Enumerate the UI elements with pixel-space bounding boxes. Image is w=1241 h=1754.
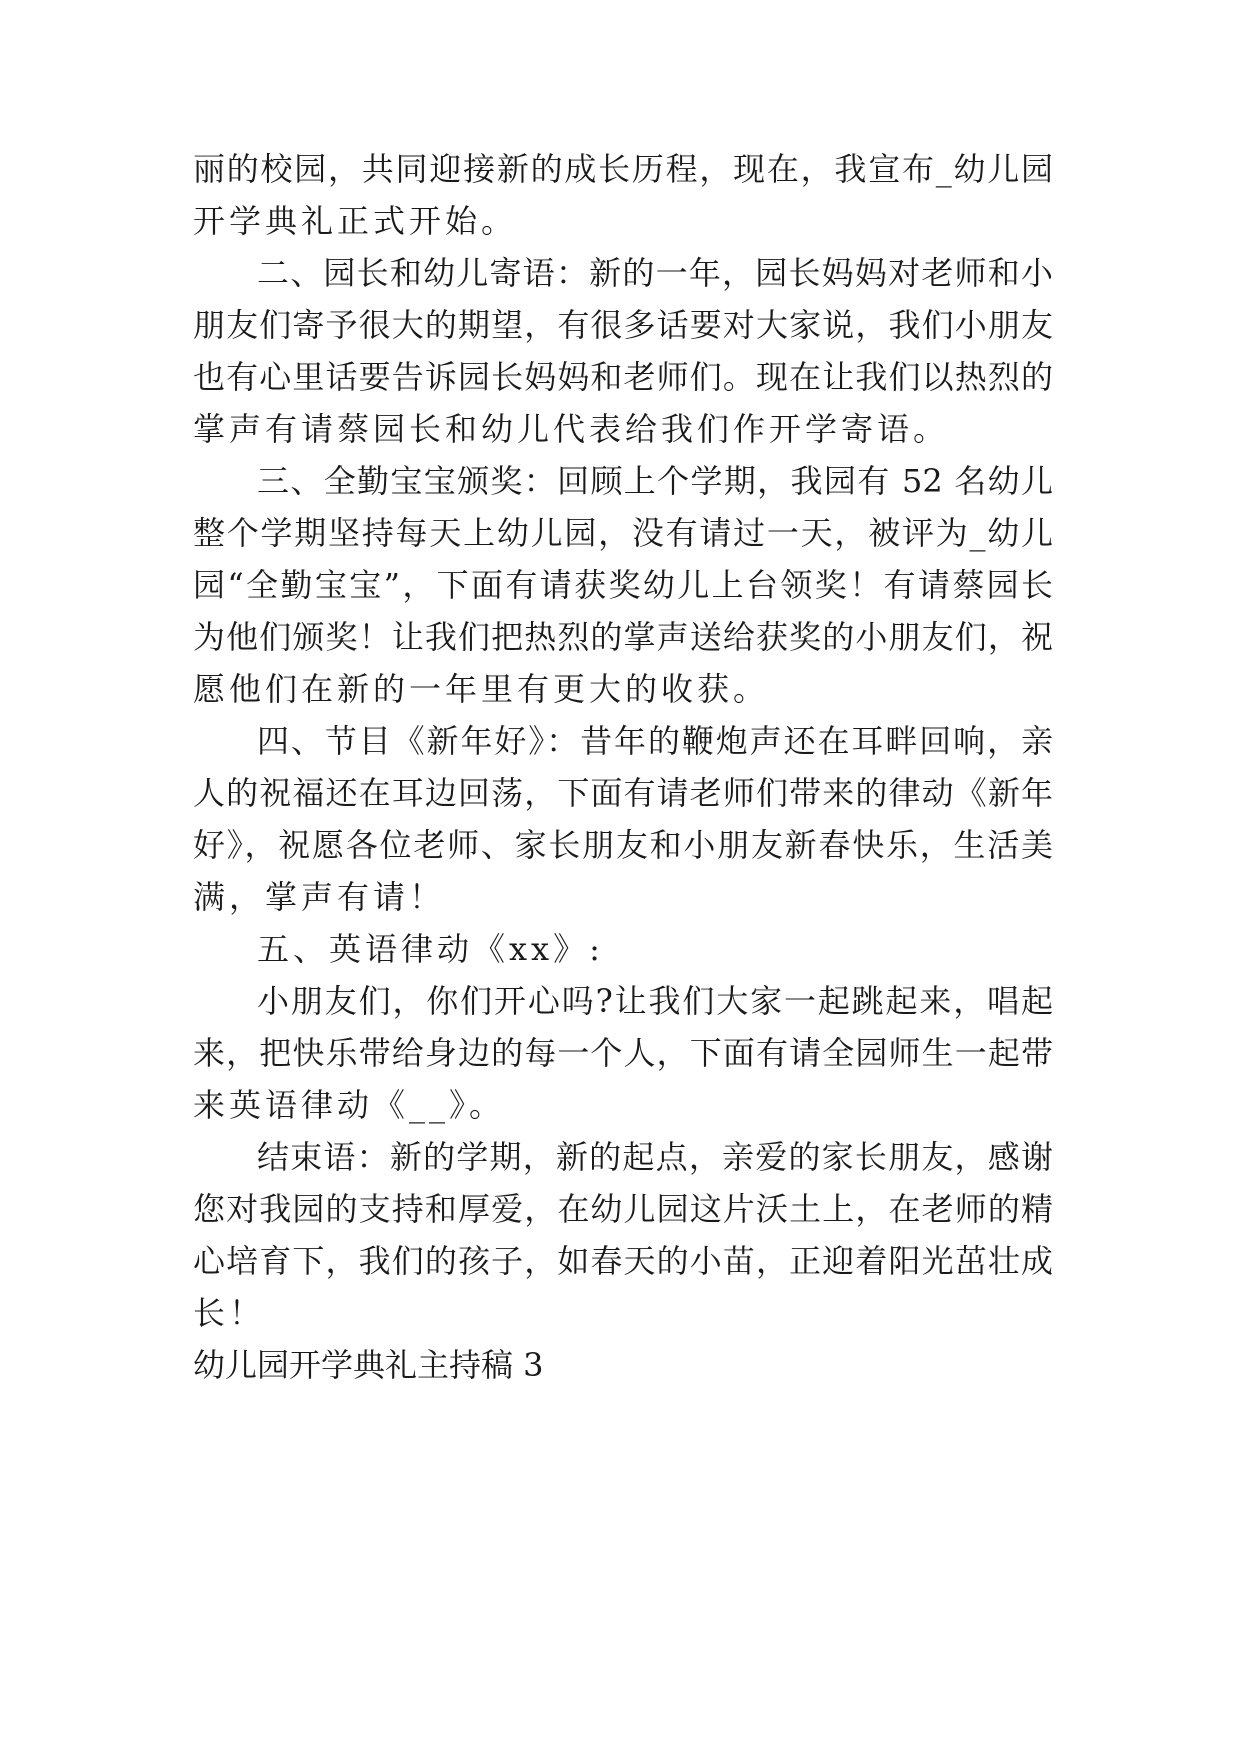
text-line: 整个学期坚持每天上幼儿园，没有请过一天，被评为_幼儿	[193, 514, 1053, 552]
text-line: 来英语律动《__》。	[193, 1086, 506, 1124]
text-line: 丽的校园，共同迎接新的成长历程，现在，我宣布_幼儿园	[193, 150, 1053, 188]
text-line: 人的祝福还在耳边回荡，下面有请老师们带来的律动《新年	[193, 774, 1053, 812]
text-line: 愿他们在新的一年里有更大的收获。	[193, 670, 770, 708]
text-line: 长！	[193, 1294, 266, 1332]
text-line: 您对我园的支持和厚爱，在幼儿园这片沃土上，在老师的精	[193, 1190, 1053, 1228]
text-line: 好》，祝愿各位老师、家长朋友和小朋友新春快乐，生活美	[193, 826, 1053, 864]
paragraph-first-line: 二、园长和幼儿寄语：新的一年，园长妈妈对老师和小	[257, 254, 1053, 292]
paragraph-first-line: 小朋友们，你们开心吗?让我们大家一起跳起来，唱起	[257, 982, 1053, 1020]
paragraph-first-line: 五、英语律动《xx》:	[257, 930, 604, 968]
paragraph-first-line: 四、节目《新年好》：昔年的鞭炮声还在耳畔回响，亲	[257, 722, 1053, 760]
text-line: 来，把快乐带给身边的每一个人，下面有请全园师生一起带	[193, 1034, 1053, 1072]
text-line: 园“全勤宝宝”，下面有请获奖幼儿上台领奖！有请蔡园长	[193, 566, 1053, 604]
text-line: 开学典礼正式开始。	[193, 202, 518, 240]
paragraph-first-line: 结束语：新的学期，新的起点，亲爱的家长朋友，感谢	[257, 1138, 1053, 1176]
paragraph-first-line: 三、全勤宝宝颁奖：回顾上个学期，我园有 52 名幼儿	[257, 462, 1053, 500]
text-line: 也有心里话要告诉园长妈妈和老师们。现在让我们以热烈的	[193, 358, 1053, 396]
section-heading: 幼儿园开学典礼主持稿 3	[193, 1346, 544, 1384]
text-line: 为他们颁奖！让我们把热烈的掌声送给获奖的小朋友们，祝	[193, 618, 1053, 656]
text-line: 掌声有请蔡园长和幼儿代表给我们作开学寄语。	[193, 410, 950, 448]
text-line: 朋友们寄予很大的期望，有很多话要对大家说，我们小朋友	[193, 306, 1053, 344]
text-line: 心培育下，我们的孩子，如春天的小苗，正迎着阳光茁壮成	[193, 1242, 1053, 1280]
text-line: 满，掌声有请！	[193, 878, 446, 916]
